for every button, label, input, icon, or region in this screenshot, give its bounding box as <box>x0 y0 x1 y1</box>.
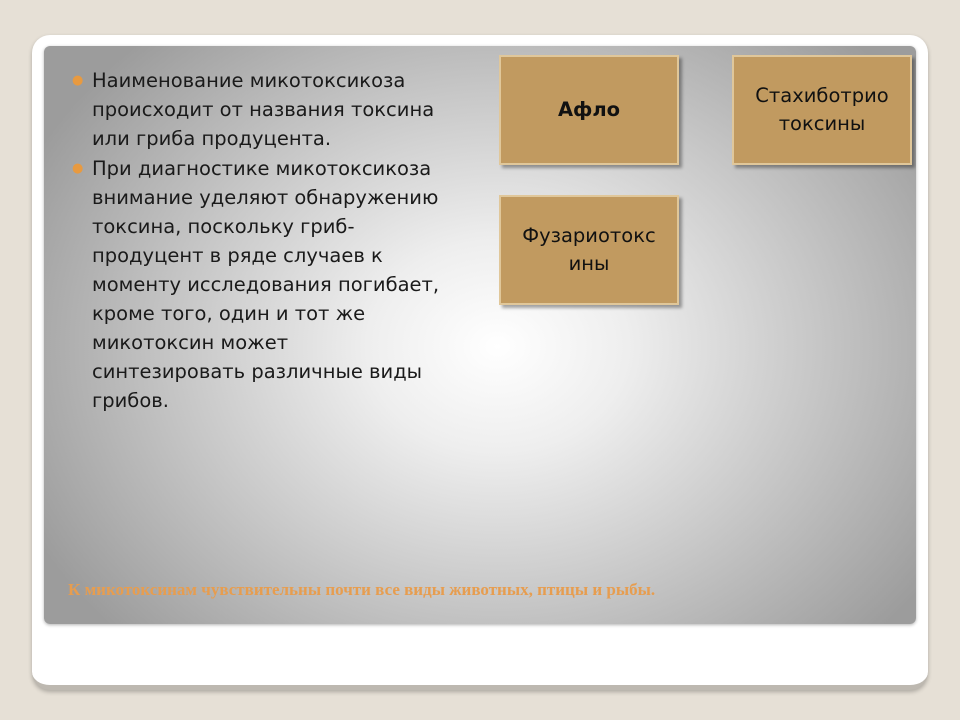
bullet-item <box>70 66 440 153</box>
fusariotoxins-label: Фузариотокс ины <box>522 224 656 275</box>
aflo-label: Афло <box>557 98 621 121</box>
bullet-dot-icon: ● <box>72 161 84 176</box>
footer-note: К микотоксинам чувствительны почти все виды животных, птицы и рыбы. <box>68 580 656 599</box>
stachybotrys-label: Стахиботрио токсины <box>755 84 889 135</box>
content-panel <box>44 46 916 624</box>
bullet-list <box>70 66 440 416</box>
aflo-box <box>499 55 679 165</box>
stachybotrys-toxins-box <box>732 55 912 165</box>
bullet-text: Наименование микотоксикоза происходит от названия токсина или гриба продуцента. <box>92 69 435 150</box>
fusariotoxins-box <box>499 195 679 305</box>
bullet-dot-icon: ● <box>72 73 84 88</box>
bullet-text: При диагностике микотоксикоза внимание уделяют обнаружению токсина, поскольку гриб-продуцент в ряде случаев к моменту исследования погибает, кроме того, один и тот же микотоксин может синтезировать различные виды грибов. <box>92 157 440 412</box>
bullet-item <box>70 154 440 415</box>
